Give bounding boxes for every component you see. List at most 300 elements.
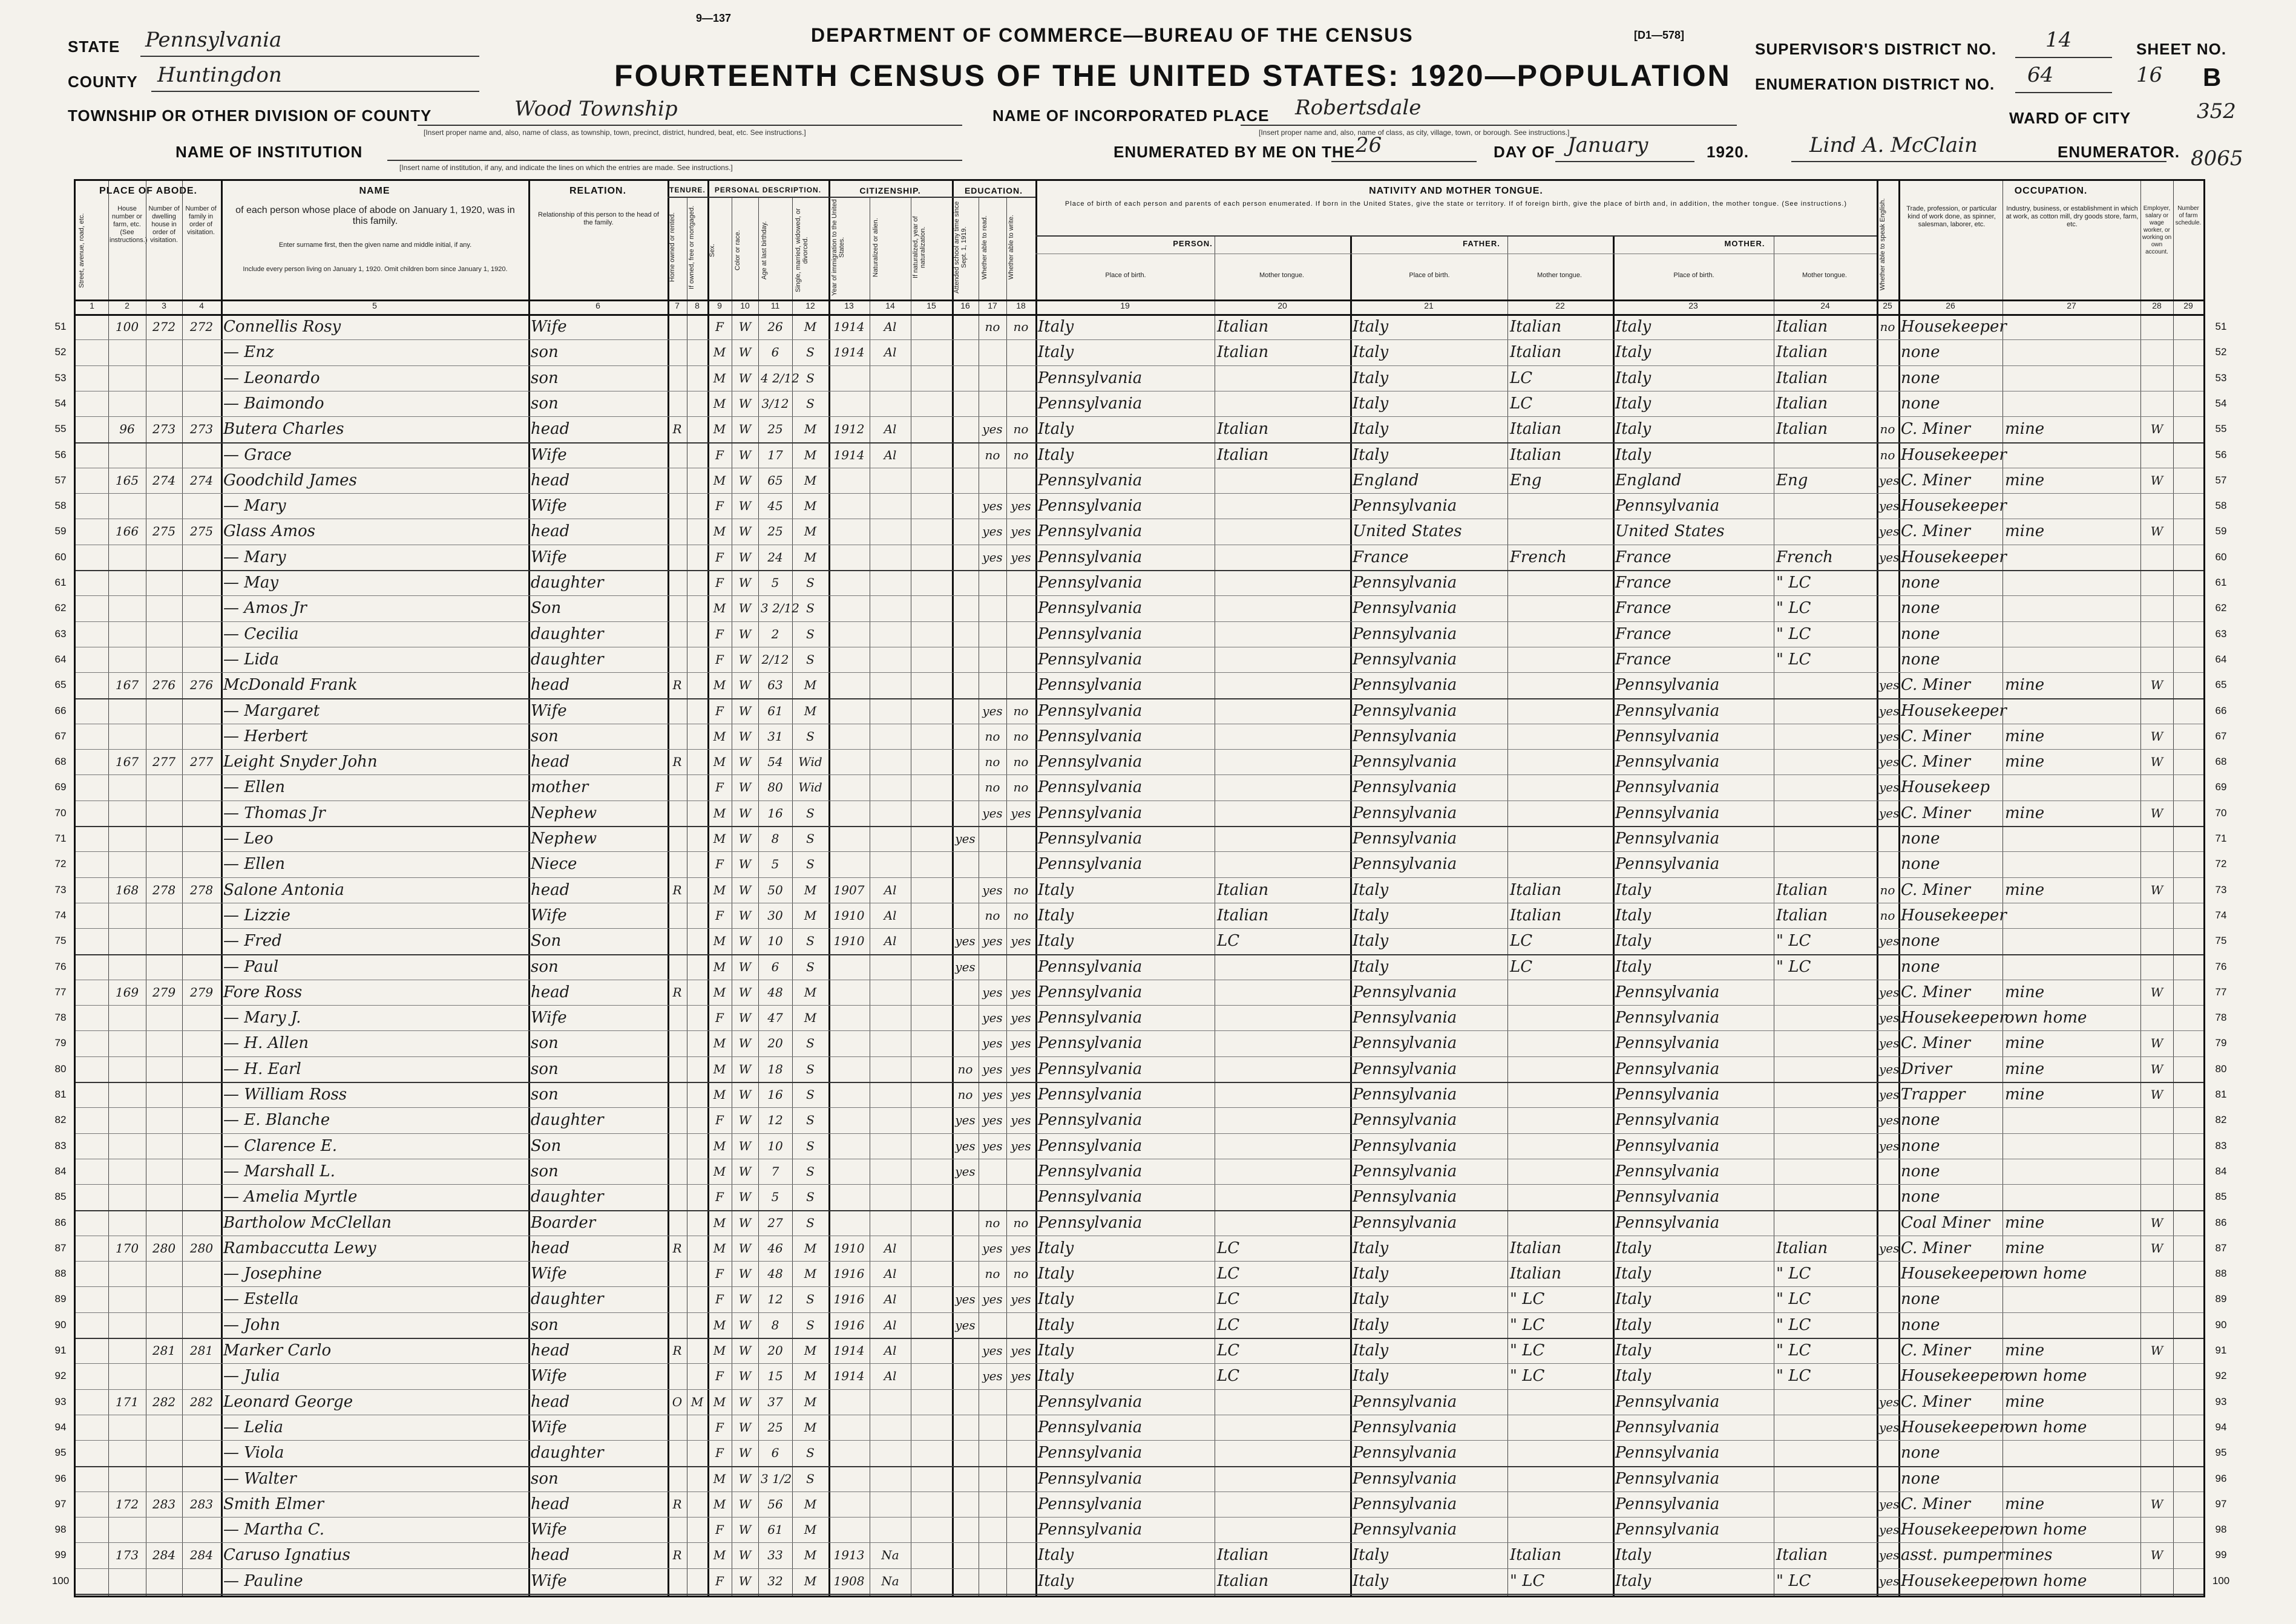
cell-pob: Pennsylvania <box>1038 1444 1143 1462</box>
cell-write: no <box>1013 447 1029 462</box>
line-number: 89 <box>2215 1293 2227 1305</box>
cell-relation: head <box>531 1392 570 1411</box>
line-number: 95 <box>54 1447 67 1459</box>
line-number: 79 <box>54 1037 67 1049</box>
cell-name: — Baimondo <box>223 394 324 413</box>
cell-pob: Pennsylvania <box>1038 1521 1143 1539</box>
cell-f-tongue: LC <box>1510 932 1533 951</box>
cell-m-pob: Pennsylvania <box>1615 1521 1720 1539</box>
cell-sex: M <box>713 984 726 1000</box>
cell-read: no <box>985 755 1000 770</box>
place-label: NAME OF INCORPORATED PLACE <box>992 106 1270 125</box>
cell-m-pob: Italy <box>1615 880 1651 899</box>
cell-sex: M <box>713 755 726 770</box>
cell-m-pob: Pennsylvania <box>1615 753 1720 771</box>
cell-english: yes <box>1879 1496 1900 1511</box>
cell-tongue: Italian <box>1217 318 1269 336</box>
line-number: 97 <box>2215 1498 2227 1510</box>
cell-nat: Al <box>884 1266 897 1282</box>
col3-header: Number of dwelling house in order of visitation. <box>148 205 180 244</box>
cell-immig: 1914 <box>833 319 865 334</box>
header-rule <box>1035 235 1877 237</box>
cell-race: W <box>738 857 752 872</box>
cell-relation: mother <box>531 778 589 797</box>
cell-marital: M <box>804 1010 817 1026</box>
line-number: 94 <box>54 1421 67 1433</box>
cell-sex: M <box>713 729 726 744</box>
enumeration-no: 64 <box>2027 63 2054 87</box>
cell-f-pob: Italy <box>1353 1367 1389 1386</box>
cell-trade: Housekeeper <box>1901 497 2007 516</box>
sheet-no: 16 <box>2136 63 2163 87</box>
cell-f-pob: Pennsylvania <box>1353 1521 1457 1539</box>
col8-header: If owned, free or mortgaged. <box>688 205 695 290</box>
cell-read: yes <box>982 549 1003 565</box>
enumerated-day: 26 <box>1356 133 1382 157</box>
cell-f-pob: Pennsylvania <box>1353 1213 1457 1232</box>
cell-read: yes <box>982 882 1003 897</box>
cell-f-pob: Italy <box>1353 1571 1389 1590</box>
cell-trade: Housekeeper <box>1901 1418 2007 1436</box>
group-tenure: TENURE. <box>669 186 706 194</box>
cell-sex: F <box>715 857 724 872</box>
cell-name: Fore Ross <box>223 983 303 1001</box>
cell-pob: Pennsylvania <box>1038 368 1143 387</box>
cell-english: yes <box>1879 729 1900 744</box>
cell-name: Marker Carlo <box>223 1341 332 1360</box>
cell-m-pob: Italy <box>1615 343 1651 362</box>
township-label: TOWNSHIP OR OTHER DIVISION OF COUNTY <box>68 106 432 125</box>
line-number: 86 <box>2215 1216 2227 1228</box>
line-number: 99 <box>54 1549 67 1561</box>
cell-house: 172 <box>115 1496 139 1511</box>
cell-age: 16 <box>767 1087 783 1102</box>
cell-f-tongue: " LC <box>1510 1571 1545 1590</box>
cell-name: — Estella <box>223 1290 299 1309</box>
cell-tongue: LC <box>1217 932 1240 951</box>
cell-name: — John <box>223 1315 280 1334</box>
line-number: 61 <box>54 577 67 588</box>
cell-m-pob: Pennsylvania <box>1615 804 1720 822</box>
cell-school: yes <box>955 831 976 846</box>
col11-header: Age at last birthday. <box>761 221 768 280</box>
cell-relation: Son <box>531 599 562 618</box>
cell-sex: M <box>713 345 726 360</box>
group-name: NAME <box>359 186 390 196</box>
cell-pob: Pennsylvania <box>1038 599 1143 618</box>
line-number: 65 <box>54 679 67 691</box>
line-number: 75 <box>54 935 67 947</box>
cell-m-pob: Pennsylvania <box>1615 1444 1720 1462</box>
line-number: 60 <box>2215 551 2227 563</box>
group-education: EDUCATION. <box>964 186 1023 195</box>
cell-race: W <box>738 473 752 488</box>
cell-family: 284 <box>189 1548 214 1563</box>
cell-employer: W <box>2150 984 2163 1000</box>
column-number: 8 <box>695 301 700 310</box>
cell-tongue: LC <box>1217 1265 1240 1283</box>
cell-name: — H. Earl <box>223 1059 301 1078</box>
cell-f-pob: Italy <box>1353 880 1389 899</box>
cell-name: Butera Charles <box>223 420 344 439</box>
cell-f-pob: Pennsylvania <box>1353 830 1457 848</box>
township-underline <box>418 125 962 126</box>
cell-english: yes <box>1879 1036 1900 1051</box>
cell-relation: Wife <box>531 1571 567 1590</box>
cell-sex: F <box>715 1446 724 1461</box>
cell-dwelling: 275 <box>152 524 176 539</box>
cell-industry: own home <box>2005 1367 2087 1386</box>
cell-sex: F <box>715 549 724 565</box>
cell-pob: Italy <box>1038 1315 1074 1334</box>
col20-header: Mother tongue. <box>1259 272 1304 279</box>
cell-sex: F <box>715 626 724 641</box>
cell-relation: daughter <box>531 1290 604 1309</box>
cell-race: W <box>738 370 752 385</box>
department-title: DEPARTMENT OF COMMERCE—BUREAU OF THE CENSUS <box>811 24 1414 46</box>
cell-marital: M <box>804 447 817 462</box>
cell-pob: Pennsylvania <box>1038 727 1143 745</box>
cell-read: yes <box>982 1061 1003 1076</box>
cell-age: 45 <box>767 499 783 514</box>
cell-f-pob: France <box>1353 548 1409 566</box>
cell-marital: M <box>804 1548 817 1563</box>
cell-m-tongue: Italian <box>1776 1239 1828 1257</box>
cell-immig: 1907 <box>833 882 865 897</box>
cell-marital: M <box>804 882 817 897</box>
cell-english: yes <box>1879 549 1900 565</box>
cell-race: W <box>738 1164 752 1179</box>
cell-m-pob: Pennsylvania <box>1615 701 1720 720</box>
cell-trade: Housekeeper <box>1901 445 2007 464</box>
cell-trade: C. Miner <box>1901 1341 1970 1360</box>
cell-f-tongue: Italian <box>1510 420 1562 439</box>
group-nativity: NATIVITY AND MOTHER TONGUE. <box>1369 186 1543 196</box>
cell-name: — Marshall L. <box>223 1162 335 1180</box>
cell-m-pob: Italy <box>1615 1290 1651 1309</box>
cell-age: 27 <box>767 1215 783 1230</box>
cell-nat: Al <box>884 882 897 897</box>
cell-house: 96 <box>119 422 135 437</box>
cell-write: no <box>1013 319 1029 334</box>
cell-m-pob: Italy <box>1615 318 1651 336</box>
cell-trade: none <box>1901 599 1940 618</box>
cell-tongue: LC <box>1217 1239 1240 1257</box>
cell-write: yes <box>1011 1087 1031 1102</box>
cell-pob: Italy <box>1038 1265 1074 1283</box>
ward-label: WARD OF CITY <box>2009 109 2131 127</box>
cell-write: no <box>1013 755 1029 770</box>
cell-f-pob: Pennsylvania <box>1353 727 1457 745</box>
cell-f-pob: Italy <box>1353 1341 1389 1360</box>
cell-marital: S <box>806 959 815 974</box>
column-number: 19 <box>1120 301 1130 310</box>
cell-pob: Pennsylvania <box>1038 1136 1143 1155</box>
cell-sex: M <box>713 1215 726 1230</box>
cell-marital: S <box>806 1190 815 1205</box>
cell-relation: head <box>531 880 570 899</box>
line-number: 99 <box>2215 1549 2227 1561</box>
cell-m-pob: Pennsylvania <box>1615 1213 1720 1232</box>
sheet-label: SHEET NO. <box>2136 40 2227 58</box>
cell-pob: Italy <box>1038 1546 1074 1565</box>
cell-trade: none <box>1901 1136 1940 1155</box>
cell-read: yes <box>982 1240 1003 1256</box>
cell-write: yes <box>1011 549 1031 565</box>
cell-age: 61 <box>767 703 783 718</box>
cell-m-tongue: Italian <box>1776 880 1828 899</box>
cell-m-tongue: " LC <box>1776 932 1811 951</box>
cell-race: W <box>738 1036 752 1051</box>
cell-house: 170 <box>115 1240 139 1256</box>
cell-relation: son <box>531 343 559 362</box>
group-personal-description: PERSONAL DESCRIPTION. <box>714 186 822 194</box>
cell-write: no <box>1013 1215 1029 1230</box>
cell-age: 10 <box>767 1138 783 1153</box>
cell-pob: Italy <box>1038 1290 1074 1309</box>
cell-dwelling: 282 <box>152 1394 176 1409</box>
cell-m-tongue: " LC <box>1776 1367 1811 1386</box>
line-number: 53 <box>2215 372 2227 384</box>
cell-f-tongue: LC <box>1510 394 1533 413</box>
cell-race: W <box>738 1394 752 1409</box>
cell-pob: Pennsylvania <box>1038 957 1143 976</box>
col15-header: If naturalized, year of naturalization. <box>912 216 927 279</box>
cell-english: yes <box>1879 499 1900 514</box>
cell-f-tongue: " LC <box>1510 1315 1545 1334</box>
cell-trade: C. Miner <box>1901 727 1970 745</box>
cell-read: no <box>985 780 1000 795</box>
cell-race: W <box>738 575 752 590</box>
cell-house: 168 <box>115 882 139 897</box>
cell-sex: M <box>713 396 726 411</box>
cell-immig: 1916 <box>833 1317 865 1332</box>
col10-header: Color or race. <box>734 230 741 271</box>
header-rule <box>667 197 1035 198</box>
cell-trade: none <box>1901 343 1940 362</box>
cell-age: 3/12 <box>761 396 789 411</box>
cell-age: 47 <box>767 1010 783 1026</box>
cell-sex: F <box>715 703 724 718</box>
institution-underline <box>387 160 962 161</box>
cell-race: W <box>738 1419 752 1435</box>
cell-marital: M <box>804 908 817 923</box>
column-number: 16 <box>960 301 970 310</box>
cell-sex: F <box>715 908 724 923</box>
cell-age: 65 <box>767 473 783 488</box>
line-number: 52 <box>54 346 67 358</box>
cell-immig: 1908 <box>833 1573 865 1588</box>
cell-write: yes <box>1011 524 1031 539</box>
cell-pob: Pennsylvania <box>1038 548 1143 566</box>
cell-read: no <box>985 1215 1000 1230</box>
cell-race: W <box>738 1266 752 1282</box>
cell-f-tongue: Italian <box>1510 318 1562 336</box>
line-number: 89 <box>54 1293 67 1305</box>
state-value: Pennsylvania <box>145 28 282 52</box>
cell-write: no <box>1013 908 1029 923</box>
cell-employer: W <box>2150 678 2163 693</box>
cell-write: yes <box>1011 934 1031 949</box>
cell-family: 280 <box>189 1240 214 1256</box>
column-divider <box>108 181 109 1596</box>
cell-industry: mine <box>2005 1085 2045 1104</box>
line-number: 57 <box>54 474 67 486</box>
col7-header: Home owned or rented. <box>669 212 676 283</box>
cell-sex: F <box>715 1190 724 1205</box>
cell-sex: F <box>715 1419 724 1435</box>
cell-race: W <box>738 1446 752 1461</box>
cell-pob: Italy <box>1038 420 1074 439</box>
cell-industry: mine <box>2005 1392 2045 1411</box>
cell-trade: Housekeep <box>1901 778 1990 797</box>
col22-header: Mother tongue. <box>1537 272 1582 279</box>
cell-marital: M <box>804 1369 817 1384</box>
cell-name: Leight Snyder John <box>223 753 378 771</box>
cell-pob: Italy <box>1038 1571 1074 1590</box>
column-number: 25 <box>1883 301 1892 310</box>
column-divider <box>2140 181 2141 1596</box>
cell-name: Smith Elmer <box>223 1495 324 1513</box>
cell-name: — Clarence E. <box>223 1136 337 1155</box>
cell-english: yes <box>1879 524 1900 539</box>
cell-trade: Housekeeper <box>1901 1521 2007 1539</box>
cell-family: 277 <box>189 755 214 770</box>
cell-sex: F <box>715 1292 724 1307</box>
cell-m-tongue: " LC <box>1776 1290 1811 1309</box>
cell-pob: Italy <box>1038 906 1074 925</box>
cell-nat: Al <box>884 319 897 334</box>
cell-pob: Italy <box>1038 1367 1074 1386</box>
cell-trade: Coal Miner <box>1901 1213 1990 1232</box>
line-number: 61 <box>2215 577 2227 588</box>
line-number: 73 <box>54 883 67 895</box>
cell-industry: mine <box>2005 880 2045 899</box>
cell-pob: Pennsylvania <box>1038 1009 1143 1027</box>
cell-read: yes <box>982 1343 1003 1358</box>
line-number: 96 <box>2215 1472 2227 1484</box>
cell-f-pob: England <box>1353 471 1419 489</box>
cell-read: yes <box>982 1369 1003 1384</box>
cell-nat: Al <box>884 1317 897 1332</box>
line-number: 84 <box>54 1165 67 1177</box>
cell-family: 281 <box>189 1343 214 1358</box>
line-number: 84 <box>2215 1165 2227 1177</box>
cell-m-pob: Italy <box>1615 1546 1651 1565</box>
cell-house: 167 <box>115 678 139 693</box>
cell-sex: M <box>713 1087 726 1102</box>
cell-name: — Leonardo <box>223 368 320 387</box>
cell-m-pob: Pennsylvania <box>1615 1009 1720 1027</box>
cell-race: W <box>738 805 752 820</box>
cell-english: yes <box>1879 780 1900 795</box>
column-number: 7 <box>675 301 680 310</box>
cell-f-pob: Pennsylvania <box>1353 1188 1457 1207</box>
cell-race: W <box>738 626 752 641</box>
cell-f-pob: Pennsylvania <box>1353 574 1457 592</box>
cell-trade: C. Miner <box>1901 1495 1970 1513</box>
cell-marital: S <box>806 1164 815 1179</box>
cell-age: 3 1/2 <box>761 1471 792 1486</box>
cell-marital: S <box>806 1471 815 1486</box>
cell-school: yes <box>955 1292 976 1307</box>
cell-pob: Pennsylvania <box>1038 804 1143 822</box>
cell-m-pob: Italy <box>1615 445 1651 464</box>
col25-header: Whether able to speak English. <box>1879 198 1886 291</box>
cell-name: — Lida <box>223 650 279 669</box>
line-number: 58 <box>54 500 67 512</box>
cell-age: 12 <box>767 1113 783 1128</box>
cell-pob: Pennsylvania <box>1038 855 1143 874</box>
cell-write: no <box>1013 882 1029 897</box>
cell-marital: S <box>806 1036 815 1051</box>
cell-name: — Amelia Myrtle <box>223 1188 358 1207</box>
column-number: 21 <box>1424 301 1434 310</box>
line-number: 67 <box>54 730 67 742</box>
cell-age: 24 <box>767 549 783 565</box>
cell-relation: son <box>531 1034 559 1053</box>
cell-name: — Ellen <box>223 855 286 874</box>
cell-m-pob: Pennsylvania <box>1615 676 1720 695</box>
cell-read: no <box>985 729 1000 744</box>
cell-relation: Wife <box>531 445 567 464</box>
cell-pob: Pennsylvania <box>1038 1495 1143 1513</box>
cell-age: 8 <box>771 1317 779 1332</box>
cell-pob: Pennsylvania <box>1038 1213 1143 1232</box>
cell-m-pob: France <box>1615 650 1671 669</box>
cell-m-tongue: Italian <box>1776 420 1828 439</box>
cell-marital: S <box>806 1292 815 1307</box>
cell-age: 12 <box>767 1292 783 1307</box>
cell-age: 25 <box>767 524 783 539</box>
cell-sex: F <box>715 319 724 334</box>
cell-english: yes <box>1879 1419 1900 1435</box>
cell-employer: W <box>2150 1036 2163 1051</box>
line-number: 92 <box>2215 1370 2227 1382</box>
cell-name: — Margaret <box>223 701 320 720</box>
cell-f-pob: Pennsylvania <box>1353 778 1457 797</box>
cell-write: no <box>1013 422 1029 437</box>
cell-dwelling: 283 <box>152 1496 176 1511</box>
line-number: 63 <box>54 627 67 640</box>
cell-age: 15 <box>767 1369 783 1384</box>
cell-own: R <box>672 984 682 1000</box>
cell-age: 2/12 <box>761 652 789 667</box>
cell-race: W <box>738 1317 752 1332</box>
cell-m-pob: Italy <box>1615 368 1651 387</box>
line-number: 80 <box>54 1062 67 1075</box>
line-number: 97 <box>54 1498 67 1510</box>
cell-age: 26 <box>767 319 783 334</box>
line-number: 68 <box>2215 756 2227 768</box>
cell-name: — Ellen <box>223 778 286 797</box>
cell-immig: 1914 <box>833 1343 865 1358</box>
group-relation: RELATION. <box>569 186 627 196</box>
line-number: 71 <box>2215 833 2227 844</box>
cell-sex: F <box>715 575 724 590</box>
cell-race: W <box>738 1573 752 1588</box>
cell-pob: Italy <box>1038 445 1074 464</box>
col26-header: Trade, profession, or particular kind of work done, as spinner, salesman, laborer, etc. <box>1906 205 1997 228</box>
cell-m-pob: Pennsylvania <box>1615 1034 1720 1053</box>
cell-trade: C. Miner <box>1901 1034 1970 1053</box>
cell-sex: M <box>713 1164 726 1179</box>
cell-employer: W <box>2150 422 2163 437</box>
cell-industry: mine <box>2005 1034 2045 1053</box>
cell-relation: head <box>531 1495 570 1513</box>
cell-age: 8 <box>771 831 779 846</box>
cell-industry: own home <box>2005 1571 2087 1590</box>
